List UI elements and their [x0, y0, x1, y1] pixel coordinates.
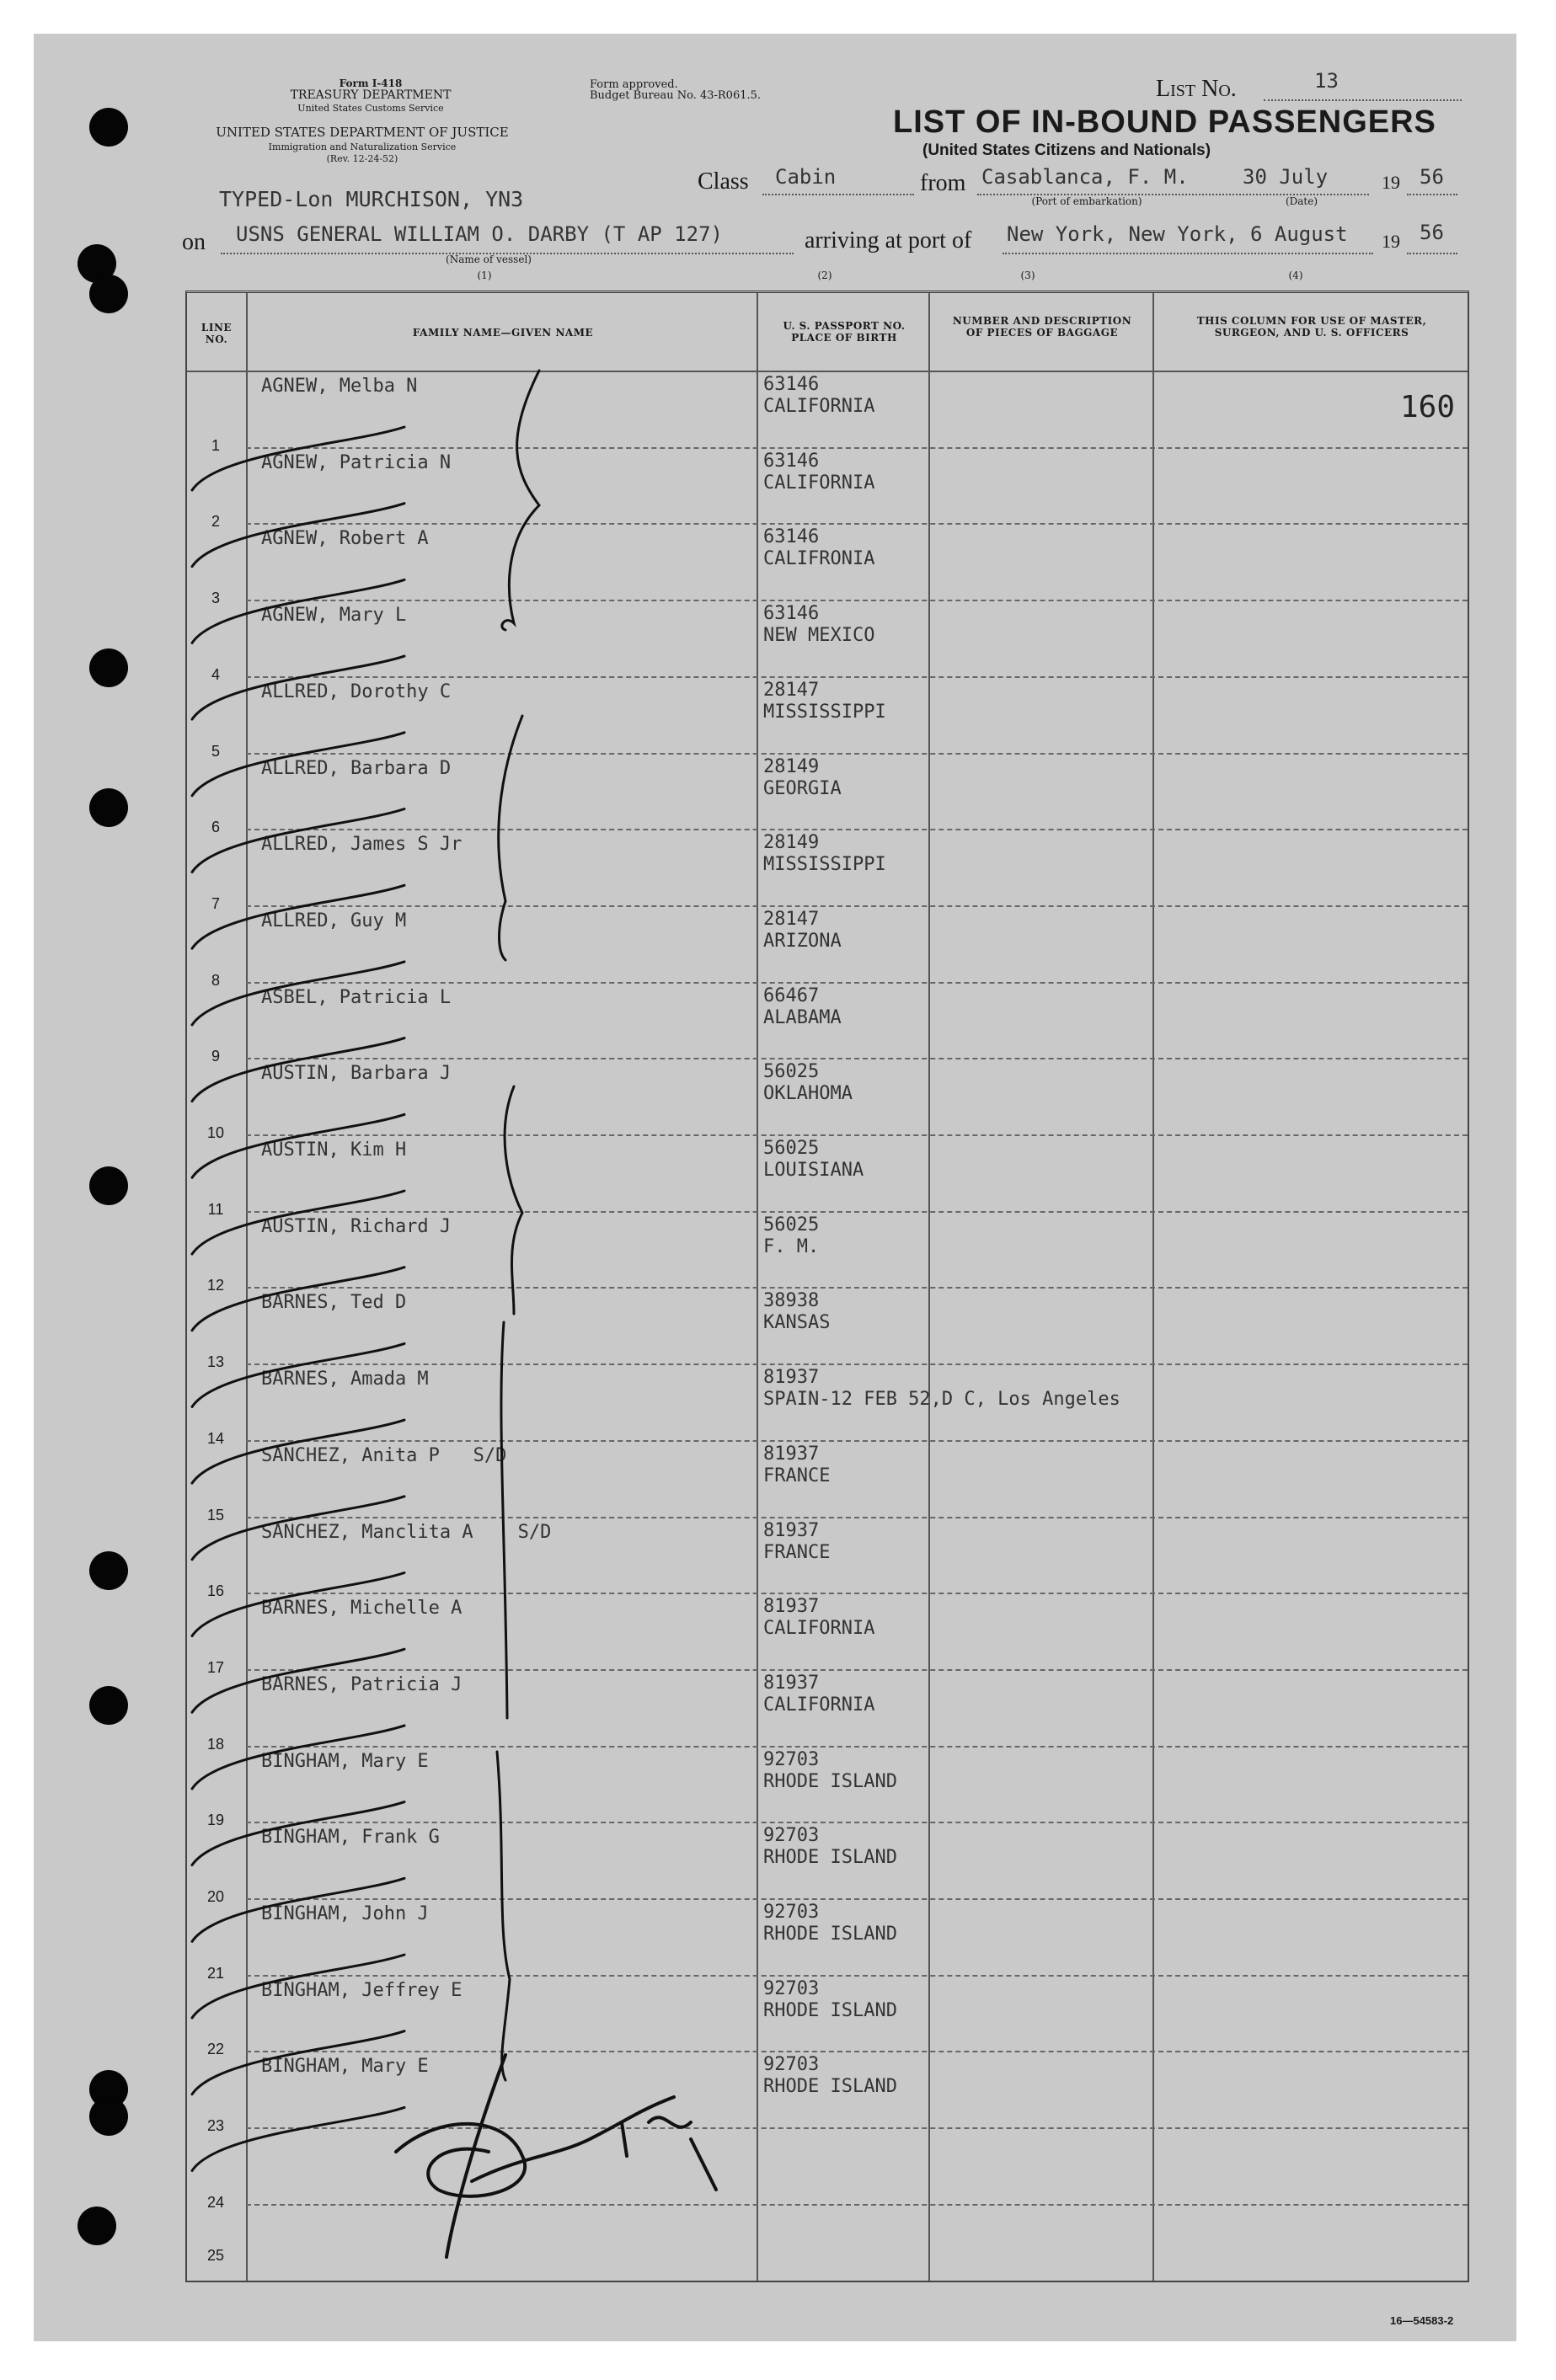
passenger-name: AGNEW, Patricia N	[261, 451, 452, 473]
place-of-birth: ALABAMA	[763, 1006, 842, 1028]
check-mark	[192, 579, 407, 643]
treasury-department: TREASURY DEPARTMENT	[290, 88, 452, 102]
check-mark	[192, 962, 404, 1025]
line-number: 11	[207, 1200, 224, 1218]
check-mark	[192, 1955, 404, 2018]
column-marker-2: (2)	[817, 269, 832, 281]
on-label: on	[182, 229, 206, 255]
place-of-birth: MISSISSIPPI	[763, 701, 886, 723]
col-header-passport: U. S. PASSPORT NO. PLACE OF BIRTH	[783, 320, 906, 344]
place-of-birth: CALIFRONIA	[763, 548, 875, 570]
check-mark	[192, 656, 404, 719]
passport-number: 92703	[763, 1825, 820, 1847]
passport-number: 63146	[763, 603, 820, 625]
officer-note: 160	[1400, 390, 1456, 424]
place-of-birth: RHODE ISLAND	[763, 1847, 897, 1869]
check-mark	[192, 1802, 404, 1865]
line-number: 25	[206, 2246, 225, 2264]
form-title: LIST OF IN-BOUND PASSENGERS	[893, 104, 1436, 140]
check-mark	[192, 1497, 404, 1560]
passenger-name: BINGHAM, Jeffrey E	[261, 1979, 463, 2001]
place-of-birth: F. M.	[763, 1235, 820, 1257]
column-marker-1: (1)	[477, 269, 492, 281]
passenger-name: AUSTIN, Richard J	[261, 1215, 452, 1237]
line-number: 13	[206, 1353, 225, 1371]
place-of-birth: KANSAS	[763, 1312, 831, 1334]
arrival-port: New York, New York, 6 August	[1007, 222, 1348, 246]
passenger-name: BINGHAM, John J	[261, 1903, 429, 1924]
passport-number: 92703	[763, 1748, 820, 1770]
place-of-birth: NEW MEXICO	[763, 625, 875, 647]
line-number: 12	[206, 1277, 225, 1294]
line-number: 21	[206, 1964, 225, 1982]
column-marker-3: (3)	[1020, 269, 1035, 281]
passport-number: 56025	[763, 1214, 820, 1235]
passport-number: 56025	[763, 1061, 820, 1083]
passport-number: 81937	[763, 1596, 820, 1618]
place-of-birth: CALIFORNIA	[763, 396, 875, 417]
embark-year: 56	[1420, 165, 1444, 189]
check-mark	[192, 2107, 404, 2170]
passenger-name: SANCHEZ, Anita P S/D	[261, 1444, 507, 1466]
line-number: 10	[206, 1124, 225, 1141]
port-caption: (Port of embarkation)	[1031, 195, 1142, 207]
class-value: Cabin	[775, 165, 837, 189]
line-number: 8	[211, 971, 220, 989]
check-mark	[192, 1878, 404, 1941]
passenger-name: BINGHAM, Mary E	[261, 2056, 429, 2078]
passenger-name: BARNES, Michelle A	[261, 1598, 463, 1620]
passenger-name: BARNES, Amada M	[261, 1369, 429, 1390]
place-of-birth: MISSISSIPPI	[763, 854, 886, 876]
passenger-name: ALLRED, James S Jr	[261, 834, 463, 856]
line-number: 18	[206, 1735, 225, 1753]
line-number: 16	[206, 1582, 225, 1600]
check-mark	[192, 1420, 404, 1483]
check-mark	[192, 1573, 404, 1636]
check-mark	[192, 809, 404, 872]
passport-number: 63146	[763, 526, 820, 548]
check-mark	[192, 1343, 404, 1406]
passenger-name: ASBEL, Patricia L	[261, 986, 452, 1008]
col-header-line-no: LINE NO.	[201, 322, 233, 345]
passport-number: 92703	[763, 2054, 820, 2076]
passport-number: 63146	[763, 374, 820, 395]
justice-department: UNITED STATES DEPARTMENT OF JUSTICE	[216, 125, 509, 140]
check-mark	[192, 1114, 407, 1177]
passenger-name: AGNEW, Mary L	[261, 605, 407, 627]
passport-number: 38938	[763, 1290, 820, 1312]
check-mark	[192, 2031, 404, 2095]
line-number: 15	[206, 1506, 225, 1524]
passport-number: 81937	[763, 1519, 820, 1541]
embark-year-prefix: 19	[1382, 172, 1400, 193]
customs-service: United States Customs Service	[297, 103, 444, 114]
embarkation-date: 30 July	[1243, 165, 1329, 189]
check-mark	[192, 427, 404, 490]
line-number: 3	[211, 590, 220, 607]
place-of-birth: GEORGIA	[763, 777, 842, 799]
passport-number: 63146	[763, 450, 820, 472]
line-number: 19	[206, 1812, 225, 1829]
passport-number: 66467	[763, 985, 820, 1006]
vessel-name: USNS GENERAL WILLIAM O. DARBY (T AP 127)	[236, 222, 723, 246]
place-of-birth: RHODE ISLAND	[763, 1999, 897, 2021]
passenger-name: AUSTIN, Kim H	[261, 1139, 407, 1161]
list-no-value: 13	[1314, 69, 1339, 93]
passport-number: 28147	[763, 679, 820, 701]
place-of-birth: ARIZONA	[763, 930, 842, 952]
passenger-name: ALLRED, Barbara D	[261, 757, 452, 779]
passenger-name: AGNEW, Melba N	[261, 376, 418, 397]
revision: (Rev. 12-24-52)	[326, 153, 398, 164]
list-no-label: List No.	[1156, 76, 1237, 102]
from-label: from	[920, 170, 966, 196]
col-header-officers: THIS COLUMN FOR USE OF MASTER, SURGEON, AND U. S. OFFICERS	[1196, 315, 1427, 339]
passport-number: 92703	[763, 1977, 820, 1999]
line-number: 9	[211, 1048, 220, 1065]
passport-number: 81937	[763, 1443, 820, 1465]
place-of-birth: FRANCE	[763, 1541, 831, 1563]
passport-number: 81937	[763, 1367, 820, 1389]
check-mark	[192, 1267, 407, 1331]
place-of-birth: RHODE ISLAND	[763, 2076, 897, 2098]
class-label: Class	[698, 168, 749, 195]
column-marker-4: (4)	[1288, 269, 1303, 281]
passport-number: 92703	[763, 1902, 820, 1923]
line-number: 6	[211, 819, 220, 836]
passport-number: 28149	[763, 755, 820, 777]
passport-number: 81937	[763, 1672, 820, 1694]
passport-number: 28147	[763, 908, 820, 930]
col-header-name: FAMILY NAME—GIVEN NAME	[412, 327, 594, 339]
passenger-name: ALLRED, Dorothy C	[261, 680, 452, 702]
passport-number: 28149	[763, 832, 820, 854]
passenger-name: BINGHAM, Mary E	[261, 1750, 429, 1772]
check-mark	[192, 1649, 404, 1712]
line-number: 20	[206, 1888, 225, 1905]
family-braces	[497, 371, 539, 2080]
check-mark	[192, 1038, 404, 1102]
passenger-name: AUSTIN, Barbara J	[261, 1063, 452, 1085]
passenger-name: BINGHAM, Frank G	[261, 1827, 440, 1849]
passenger-name: ALLRED, Guy M	[261, 910, 407, 931]
place-of-birth: RHODE ISLAND	[763, 1770, 897, 1792]
place-of-birth: CALIFORNIA	[763, 1694, 875, 1716]
passport-number: 56025	[763, 1138, 820, 1159]
footer-code: 16—54583-2	[1390, 2314, 1454, 2327]
place-of-birth: CALIFORNIA	[763, 1618, 875, 1640]
line-number: 17	[206, 1658, 225, 1676]
line-number: 2	[211, 513, 220, 531]
typed-by: TYPED-Lon MURCHISON, YN3	[219, 187, 524, 211]
line-number: 4	[211, 665, 220, 683]
check-mark	[192, 504, 404, 567]
arriving-label: arriving at port of	[805, 227, 972, 253]
place-of-birth: RHODE ISLAND	[763, 1924, 897, 1945]
form-subtitle: (United States Citizens and Nationals)	[922, 141, 1211, 159]
check-mark	[192, 733, 404, 796]
form-approved: Form approved.	[590, 78, 678, 91]
line-number: 22	[206, 2041, 225, 2058]
place-of-birth: SPAIN-12 FEB 52,D C, Los Angeles	[763, 1389, 1120, 1411]
col-header-baggage: NUMBER AND DESCRIPTION OF PIECES OF BAGGAGE	[952, 315, 1132, 339]
line-number: 14	[206, 1429, 225, 1447]
port-of-embarkation: Casablanca, F. M.	[981, 165, 1189, 189]
form-number: Form I-418	[339, 77, 403, 89]
place-of-birth: CALIFORNIA	[763, 472, 875, 494]
passenger-name: AGNEW, Robert A	[261, 528, 429, 550]
line-number: 24	[206, 2193, 225, 2211]
check-mark	[192, 1191, 404, 1254]
arrival-year: 56	[1420, 221, 1444, 244]
vessel-caption: (Name of vessel)	[446, 253, 532, 265]
passenger-name: SANCHEZ, Manclita A S/D	[261, 1521, 552, 1543]
line-number: 7	[211, 894, 220, 912]
arrival-year-prefix: 19	[1382, 231, 1400, 252]
line-number: 5	[211, 742, 220, 760]
line-number: 1	[211, 436, 220, 454]
budget-bureau: Budget Bureau No. 43-R061.5.	[590, 89, 762, 102]
check-mark	[192, 885, 407, 948]
passenger-name: BARNES, Patricia J	[261, 1673, 463, 1695]
place-of-birth: LOUISIANA	[763, 1160, 864, 1181]
place-of-birth: OKLAHOMA	[763, 1083, 853, 1105]
passenger-name: BARNES, Ted D	[261, 1292, 407, 1314]
line-number: 23	[206, 2117, 225, 2135]
check-mark	[192, 1726, 404, 1789]
signature	[396, 2055, 716, 2257]
place-of-birth: FRANCE	[763, 1465, 831, 1486]
ins-service: Immigration and Naturalization Service	[268, 141, 457, 152]
date-caption: (Date)	[1285, 195, 1318, 207]
